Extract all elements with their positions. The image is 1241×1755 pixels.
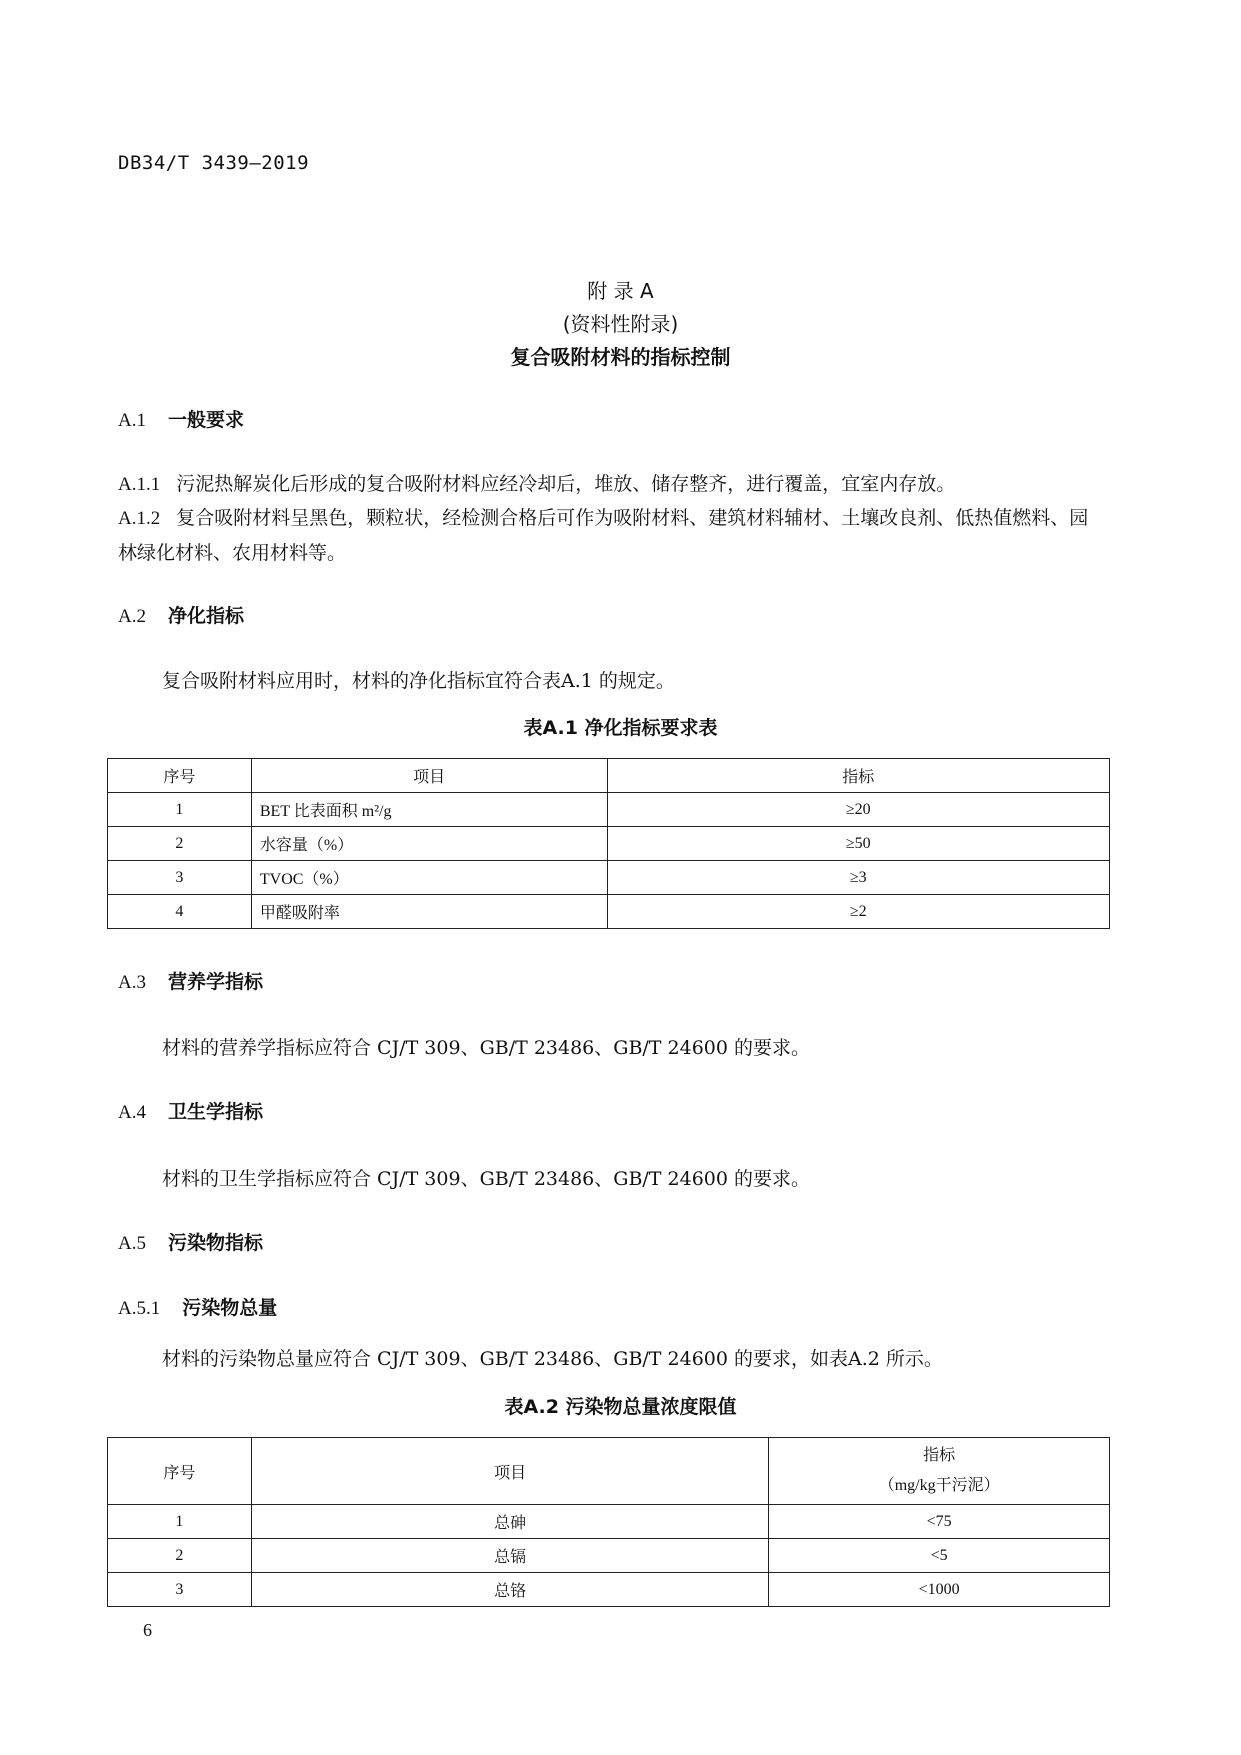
table-header-cell: 序号 xyxy=(108,1438,252,1505)
table-cell: 3 xyxy=(108,861,252,895)
section-number: A.5 xyxy=(118,1233,146,1254)
section-title: 营养学指标 xyxy=(167,971,263,993)
clause-text: 污泥热解炭化后形成的复合吸附材料应经冷却后，堆放、储存整齐，进行覆盖，宜室内存放。 xyxy=(176,473,956,495)
clause-a12 xyxy=(118,501,1098,570)
table-cell: ≥20 xyxy=(607,793,1109,827)
table-row xyxy=(108,1505,1110,1539)
clause-a11 xyxy=(118,467,1098,502)
table-cell: 水容量（%） xyxy=(251,827,607,861)
table-cell: ≥50 xyxy=(607,827,1109,861)
header-unit: （mg/kg干污泥） xyxy=(878,1477,1000,1494)
table-header-row xyxy=(108,1438,1110,1505)
document-code: DB34/T 3439—2019 xyxy=(118,152,310,174)
section-a4-heading xyxy=(118,1097,263,1124)
section-a2-text: 复合吸附材料应用时，材料的净化指标宜符合表A.1 的规定。 xyxy=(162,670,675,692)
appendix-type: (资料性附录) xyxy=(562,312,679,336)
table-cell: 总砷 xyxy=(251,1505,768,1539)
table-header-cell: 项目 xyxy=(251,1438,768,1505)
section-title: 卫生学指标 xyxy=(167,1101,263,1123)
table-a1 xyxy=(107,758,1110,929)
appendix-label: 附 录 A xyxy=(587,279,654,303)
table-cell: 1 xyxy=(108,793,252,827)
table-header-cell xyxy=(769,1438,1110,1505)
table-cell: ≥3 xyxy=(607,861,1109,895)
table-cell: <5 xyxy=(769,1539,1110,1573)
table-cell: 2 xyxy=(108,1539,252,1573)
table-cell: 甲醛吸附率 xyxy=(251,895,607,929)
section-a51-heading xyxy=(118,1293,277,1320)
table-row xyxy=(108,1539,1110,1573)
section-number: A.3 xyxy=(118,972,146,993)
section-title: 污染物指标 xyxy=(167,1232,263,1254)
table-a2 xyxy=(107,1437,1110,1607)
section-number: A.2 xyxy=(118,606,146,627)
section-number: A.1 xyxy=(118,410,146,431)
table-cell: <75 xyxy=(769,1505,1110,1539)
table-cell: 4 xyxy=(108,895,252,929)
section-a3-heading xyxy=(118,967,263,994)
table-cell: 总镉 xyxy=(251,1539,768,1573)
table-header-cell: 序号 xyxy=(108,759,252,793)
section-a4-text: 材料的卫生学指标应符合 CJ/T 309、GB/T 23486、GB/T 24600 的要求。 xyxy=(162,1168,811,1190)
table-row xyxy=(108,827,1110,861)
table-cell: 总铬 xyxy=(251,1573,768,1607)
section-title: 净化指标 xyxy=(167,605,244,627)
table2-caption: 表A.2 污染物总量浓度限值 xyxy=(504,1396,737,1418)
table-cell: BET 比表面积 m²/g xyxy=(251,793,607,827)
table-cell: ≥2 xyxy=(607,895,1109,929)
table-row xyxy=(108,1573,1110,1607)
header-label: 指标 xyxy=(923,1447,956,1464)
table-header-cell: 指标 xyxy=(607,759,1109,793)
section-title: 一般要求 xyxy=(167,409,244,431)
page-number: 6 xyxy=(143,1620,152,1640)
table-cell: 1 xyxy=(108,1505,252,1539)
table-header-cell: 项目 xyxy=(251,759,607,793)
table-row xyxy=(108,895,1110,929)
table-cell: <1000 xyxy=(769,1573,1110,1607)
section-a3-text: 材料的营养学指标应符合 CJ/T 309、GB/T 23486、GB/T 24600 的要求。 xyxy=(162,1037,811,1059)
section-title: 污染物总量 xyxy=(182,1297,278,1319)
table-header-row xyxy=(108,759,1110,793)
clause-text: 复合吸附材料呈黑色，颗粒状，经检测合格后可作为吸附材料、建筑材料辅材、土壤改良剂、低热值燃料、园林绿化材料、农用材料等。 xyxy=(118,507,1089,564)
appendix-title: 复合吸附材料的指标控制 xyxy=(510,345,731,369)
table-cell: 2 xyxy=(108,827,252,861)
section-a1-heading xyxy=(118,405,244,432)
section-a5-heading xyxy=(118,1228,263,1255)
table-cell: TVOC（%） xyxy=(251,861,607,895)
section-a51-text: 材料的污染物总量应符合 CJ/T 309、GB/T 23486、GB/T 24600 的要求，如表A.2 所示。 xyxy=(162,1348,943,1370)
section-number: A.5.1 xyxy=(118,1298,161,1319)
table-row xyxy=(108,861,1110,895)
section-a2-heading xyxy=(118,601,244,628)
table-row xyxy=(108,793,1110,827)
clause-number: A.1.1 xyxy=(118,474,161,495)
table-cell: 3 xyxy=(108,1573,252,1607)
section-number: A.4 xyxy=(118,1102,146,1123)
table1-caption: 表A.1 净化指标要求表 xyxy=(523,717,718,739)
clause-number: A.1.2 xyxy=(118,508,161,529)
